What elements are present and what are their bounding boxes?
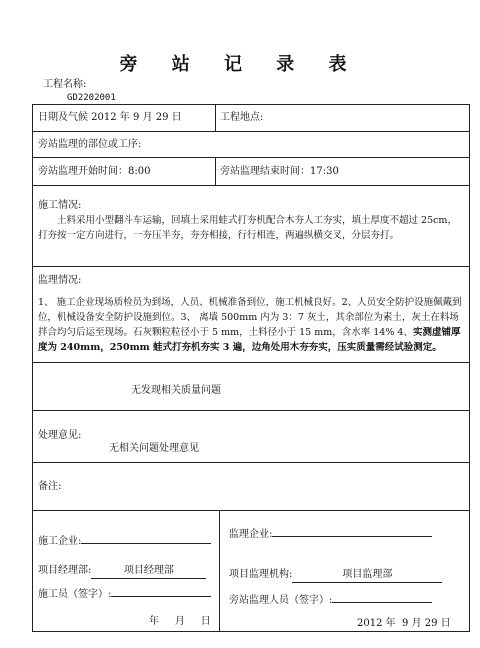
date-left: 年 月 日: [149, 616, 211, 627]
page-title: 旁 站 记 录 表: [119, 54, 361, 75]
issues-text: 无发现相关质量问题: [131, 385, 221, 396]
agency-row: [229, 567, 442, 583]
handling-label: 处理意见:: [38, 430, 82, 441]
supervision-text-normal: 1、 施工企业现场质检员为到场，人员、机械准备到位，施工机械良好。2、人员安全防护设施佩戴到位，机械设备安全防护设施到位。3、 离墙 500mm 内为 3：7 灰土，其余部位为素土，灰土在料场拌合均匀后运至现场。石灰颗粒粒径小于 5 mm，土料径小于 15 mm，含水率 14% 4、: [38, 297, 462, 338]
record-table: [32, 104, 470, 632]
agency-label: 项目监理机构:: [229, 569, 293, 580]
location-label: 工程地点:: [220, 112, 264, 123]
start-time: 旁站监理开始时间：8:00: [38, 166, 151, 177]
supervision-text-bold: 实测虚铺厚度为 240mm，250mm 蛙式打夯机夯实 3 遍，边角处用木夯夯实，压实质量需经试验测定。: [38, 327, 461, 353]
inspector-label: 旁站监理人员（签字）:: [229, 595, 333, 606]
agency-value: 项目监理部: [292, 567, 442, 583]
inspector-row: [229, 593, 432, 608]
worker-line: [111, 596, 211, 597]
construction-label: 施工情况:: [38, 200, 82, 211]
supervision-text: [38, 295, 466, 355]
handling-text: 无相关问题处理意见: [109, 443, 199, 454]
contractor-line: [81, 543, 211, 544]
end-time: 旁站监理结束时间：17:30: [220, 166, 339, 177]
date-right: 2012 年 9 月 29 日: [357, 618, 451, 629]
inspector-line: [332, 602, 432, 603]
construction-text: 土料采用小型翻斗车运输，回填土采用蛙式打夯机配合木夯人工夯实，填土厚度不超过 25cm，打夯按一定方向进行，一夯压半夯，夯夯相接，行行相连，两遍纵横交叉，分层夯打。: [38, 215, 457, 241]
contractor-label: 施工企业:: [38, 534, 211, 549]
worker-row: [38, 587, 211, 602]
pm-row: [38, 563, 206, 579]
project-code: GD2202001: [67, 93, 116, 103]
supervised-part-label: 旁站监理的部位或工序:: [38, 139, 142, 150]
supervisor-line: [272, 536, 432, 537]
project-name-label: 工程名称:: [43, 79, 87, 90]
remarks-label: 备注:: [38, 481, 62, 492]
supervision-label: 监理情况:: [38, 275, 82, 286]
supervisor-row: [229, 527, 432, 542]
worker-label: 施工员（签字）:: [38, 589, 112, 600]
pm-value: 项目经理部: [91, 563, 206, 579]
date-weather: 日期及气候 2012 年 9 月 29 日: [38, 112, 182, 123]
supervisor-label: 监理企业:: [229, 529, 273, 540]
pm-label: 项目经理部:: [38, 565, 92, 576]
